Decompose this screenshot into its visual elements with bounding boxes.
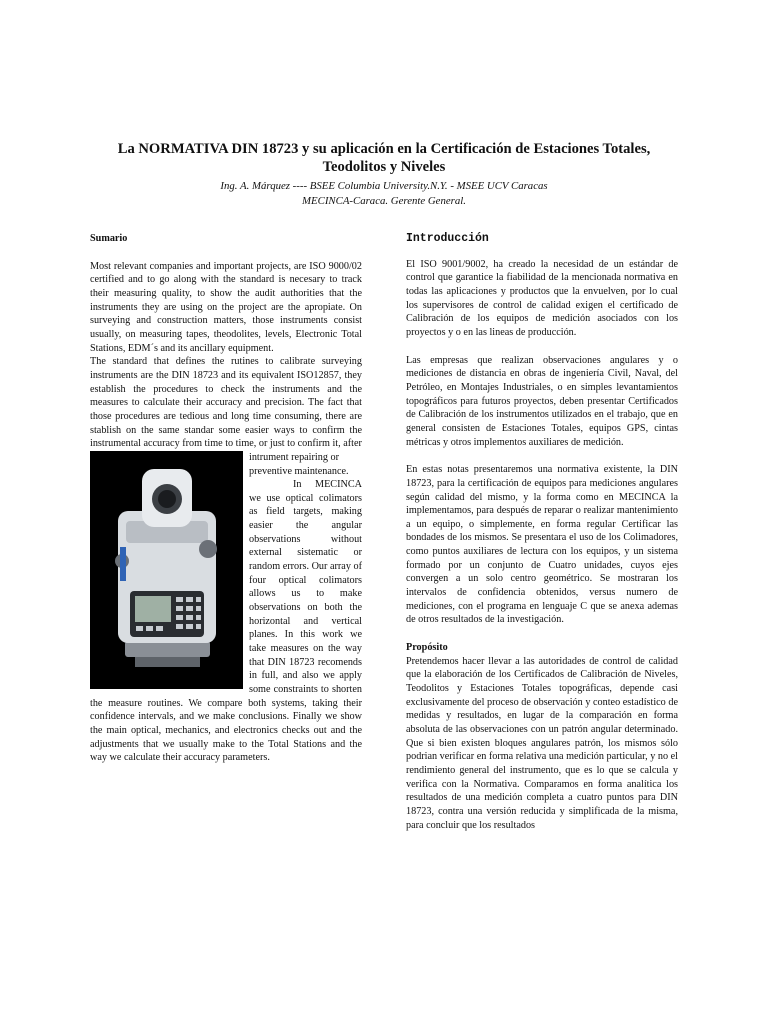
- introduccion-heading: Introducción: [406, 232, 489, 245]
- sumario-paragraph-2: The standard that defines the rutines to calibrate surveying instruments are the DIN 18723 and its equivalent ISO12857, they establish the procedures to check the instruments and the measures to calculate their accuracy and precision. The fact that those procedures are tedious and long time consuming, there are stablish on the same standar some easier ways to confirm the instrumental accuracy from time to time, or just to confirm it, after: [90, 356, 362, 450]
- sumario-paragraph-3: In MECINCA we use optical colimators as field targets, making easier the angular observations without external sistematic or random errors. Our array of four optical colimators allows us to make observations on both the horizontal and vertical planes. In this work we take measures on the way that DIN 18723 recomends in full, and also we apply some constraints to shorten the measure routines. We compare both systems, taking their confidence intervals, and we make conclusions. Finally we show the main optical, mechanics, and electronics checks out and the adjustments that we usually make to the Total Stations and the way we calculate their accuracy parameters.: [90, 479, 362, 764]
- paper-header: [0, 140, 768, 209]
- proposito-heading: Propósito: [406, 642, 448, 654]
- paper-title: [0, 140, 768, 176]
- sumario-paragraph-2-cont: intrument repairing or preventive maintenance.: [249, 451, 349, 477]
- right-column: [406, 232, 678, 832]
- total-station-icon: [90, 451, 243, 689]
- sumario-paragraph-1: Most relevant companies and important projects, are ISO 9000/02 certified and to go along with the standard is necesary to track their measuring quality, to show the audit authorities that the instruments they are using on the project are the apropiate. On surveying and construction matters, those instruments consist usually, on measuring tapes, theodolites, levels, Electronic Total Stations, EDM´s and its ancillary equipment.: [90, 260, 362, 354]
- introduccion-paragraph-3: En estas notas presentaremos una normativa existente, la DIN 18723, para la certificación de equipos para mediciones angulares según calidad del mismo, y la forma como en MECINCA la implementamos, para después de reparar o realizar mantenimiento a un equipo, o simplemente, en forma regular Certificar las bondades de los mismos. Se presentara el uso de los Colimadores, como puntos auxiliares de lectura con los equipos, y un sistema formado por un conjunto de Cuatro unidades, cuyos ejes convergen a un solo centro geométrico. Se mostraran los intervalos de confidencia obtenidos, versus numero de mediciones, con el programa en lenguaje C que se anexa ademas de otros resultados de la investigación.: [406, 464, 678, 626]
- title-line-2: Teodolitos y Niveles: [322, 159, 446, 175]
- title-line-1: La NORMATIVA DIN 18723 y su aplicación en la Certificación de Estaciones Totales,: [117, 141, 651, 157]
- sumario-heading: Sumario: [90, 233, 128, 244]
- left-column: [90, 232, 362, 765]
- proposito-paragraph-1: Pretendemos hacer llevar a las autoridades de control de calidad que la elaboración de los Certificados de Calibración de Niveles, Teodolitos y Estaciones Totales topográficas, depende casi exclusivamente del proceso de observación y conteo estadístico de medidas y resultados, en lugar de la comparación en forma absoluta de las observaciones con un patrón angular determinado. Que si bien existen bloques angulares patrón, los mismos sólo podrian verificar en forma relativa una medición particular, y no el rendimiento general del instrumento, que es lo que se calcula y verifica con la Normativa. Comparamos en forma analítica los resultados de una medición completa a cuatro puntos para DIN 18723, contra una versión reducida y simplificada de la misma, para concluir que los resultados: [406, 655, 678, 831]
- author-line: Ing. A. Márquez ---- BSEE Columbia University.N.Y. - MSEE UCV Caracas: [220, 180, 548, 192]
- total-station-photo: [90, 451, 243, 689]
- introduccion-paragraph-1: El ISO 9001/9002, ha creado la necesidad de un estándar de control que garantice la fiabilidad de la mencionada normativa en todas las aplicaciones y productos que la envuelven, por lo cual los supervisores de control de calidad exigen el certificado de Calibración de los equipos de medición asociados con los proyectos y o en las lineas de producción.: [406, 258, 678, 338]
- affiliation-line: MECINCA-Caraca. Gerente General.: [302, 195, 466, 207]
- introduccion-paragraph-2: Las empresas que realizan observaciones angulares y o mediciones de distancia en obras de ingeniería Civil, Naval, del Petróleo, en Montajes Industriales, o en simples levantamientos topográficos para futuros proyectos, deben presentar Certificados de Calibración de los instrumentos utilizados en el trabajo, que en general consisten de Estaciones Totales, equipos GPS, cintas métricas y otros implementos auxiliares de medición.: [406, 354, 678, 448]
